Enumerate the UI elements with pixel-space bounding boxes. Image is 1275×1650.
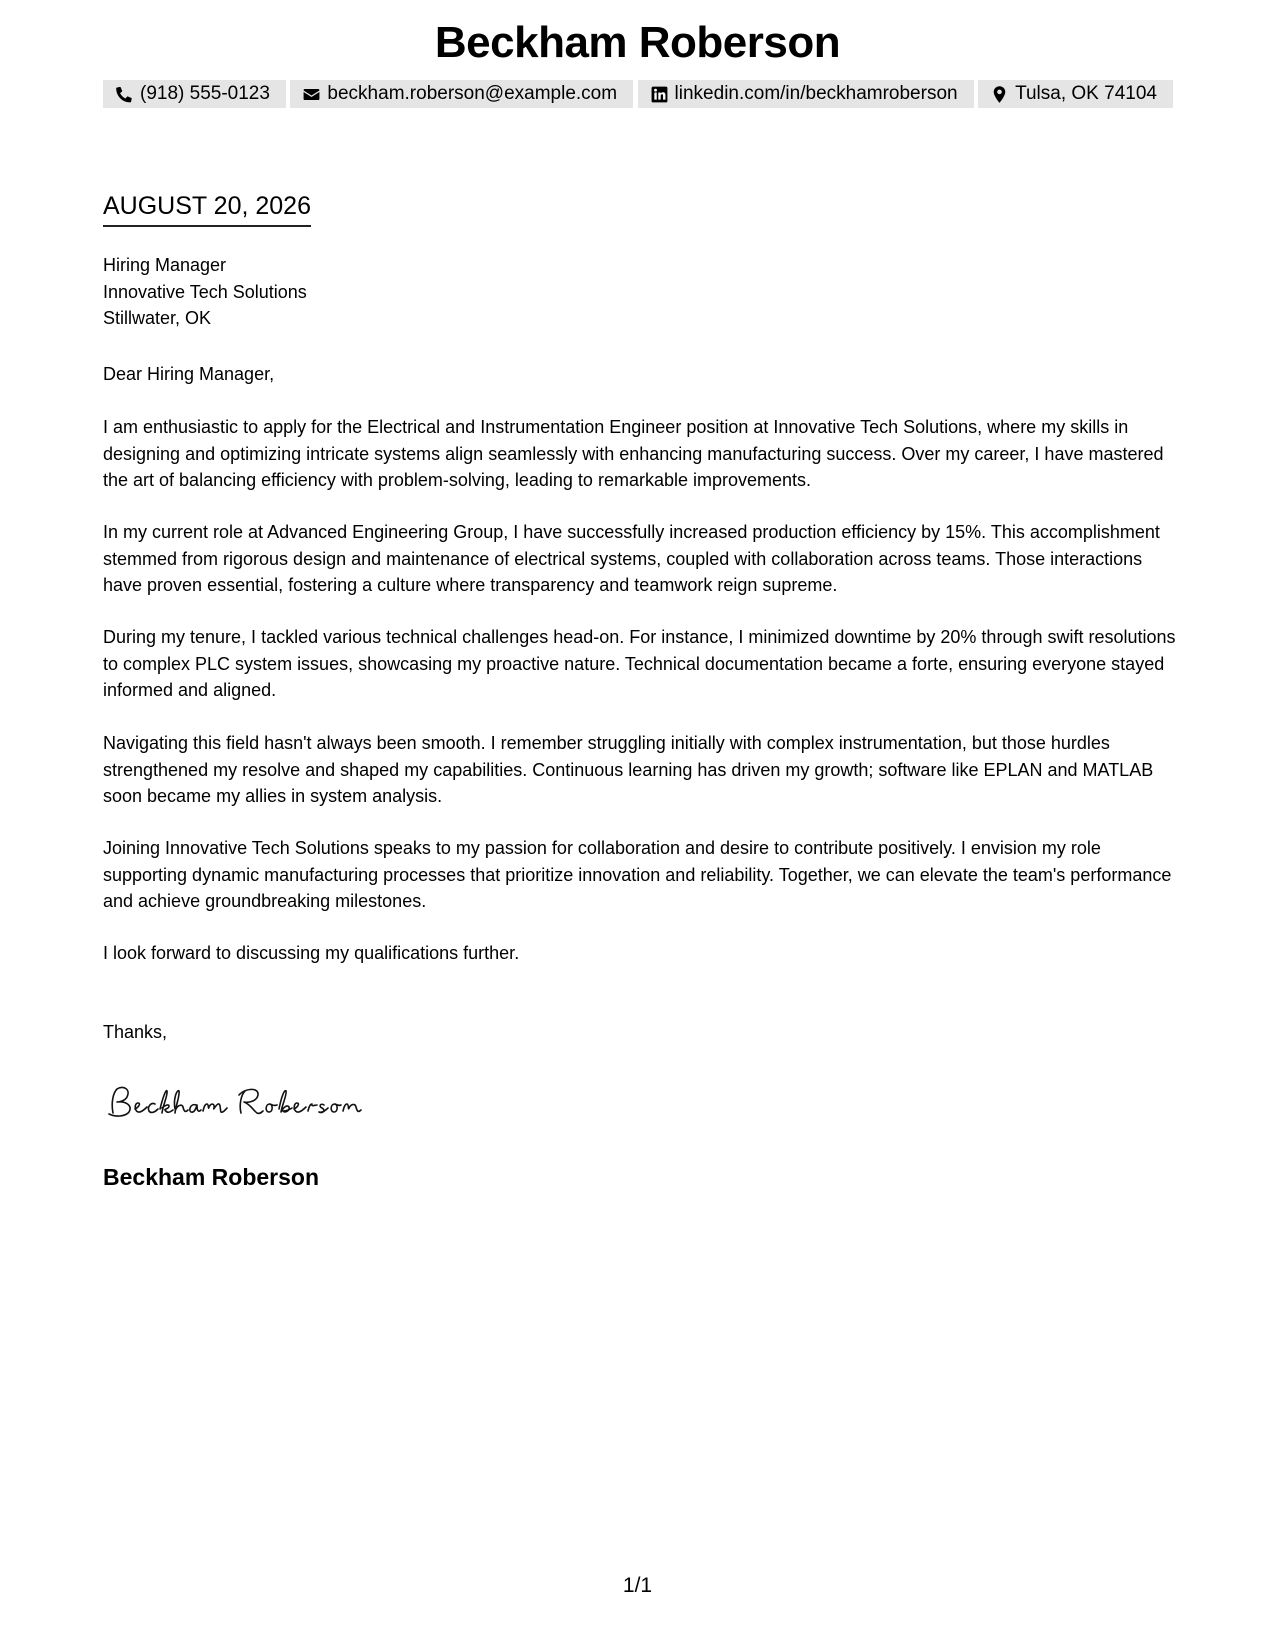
body-paragraph: Joining Innovative Tech Solutions speaks to my passion for collaboration and desire to contribute positively. I envision my role supporting dynamic manufacturing processes that prioritize innovation and reliability. Together, we can elevate the team's performance and achieve groundbreaking milestones. — [103, 838, 1172, 911]
signer-name: Beckham Roberson — [103, 1164, 320, 1190]
contact-email[interactable] — [290, 80, 633, 108]
contact-location-text: Tulsa, OK 74104 — [1015, 83, 1157, 104]
body-paragraph: Navigating this field hasn't always been smooth. I remember struggling initially with complex instrumentation, but those hurdles strengthened my resolve and shaped my capabilities. Continuous learning has driven my growth; software like EPLAN and MATLAB soon became my allies in system analysis. — [103, 733, 1154, 806]
contact-email-text: beckham.roberson@example.com — [327, 83, 618, 104]
phone-icon — [115, 85, 134, 104]
contact-linkedin-text: linkedin.com/in/beckhamroberson — [674, 83, 958, 104]
body-paragraph: I am enthusiastic to apply for the Electrical and Instrumentation Engineer position at Innovative Tech Solutions, where my skills in designing and optimizing intricate systems align seamlessly with enhancing manufacturing success. Over my career, I have mastered the art of balancing efficiency with problem-solving, leading to remarkable improvements. — [103, 417, 1164, 490]
contact-phone — [103, 80, 286, 108]
body-paragraph: In my current role at Advanced Engineering Group, I have successfully increased production efficiency by 15%. This accomplishment stemmed from rigorous design and maintenance of electrical systems, coupled with collaboration across teams. Those interactions have proven essential, fostering a culture where transparency and teamwork reign supreme. — [103, 522, 1160, 595]
linkedin-icon — [650, 85, 669, 104]
body-paragraph: During my tenure, I tackled various technical challenges head-on. For instance, I minimized downtime by 20% through swift resolutions to complex PLC system issues, showcasing my proactive nature. Technical documentation became a forte, ensuring everyone stayed informed and aligned. — [103, 627, 1176, 700]
recipient-title: Hiring Manager — [103, 255, 227, 275]
contact-linkedin[interactable] — [638, 80, 974, 108]
sign-off: Thanks, — [103, 1022, 168, 1042]
recipient-location: Stillwater, OK — [103, 308, 212, 328]
map-pin-icon — [990, 85, 1009, 104]
envelope-icon — [302, 85, 321, 104]
closing-sentence: I look forward to discussing my qualifications further. — [103, 943, 520, 963]
handwritten-signature — [103, 1083, 363, 1123]
applicant-name: Beckham Roberson — [434, 18, 841, 67]
recipient-block — [103, 252, 1178, 332]
page-number: 1/1 — [622, 1574, 653, 1597]
letter-date: AUGUST 20, 2026 — [103, 192, 311, 227]
salutation: Dear Hiring Manager, — [103, 364, 275, 384]
contact-bar — [103, 80, 1173, 108]
contact-phone-text: (918) 555-0123 — [140, 83, 270, 104]
contact-location — [978, 80, 1173, 108]
recipient-company: Innovative Tech Solutions — [103, 281, 307, 302]
